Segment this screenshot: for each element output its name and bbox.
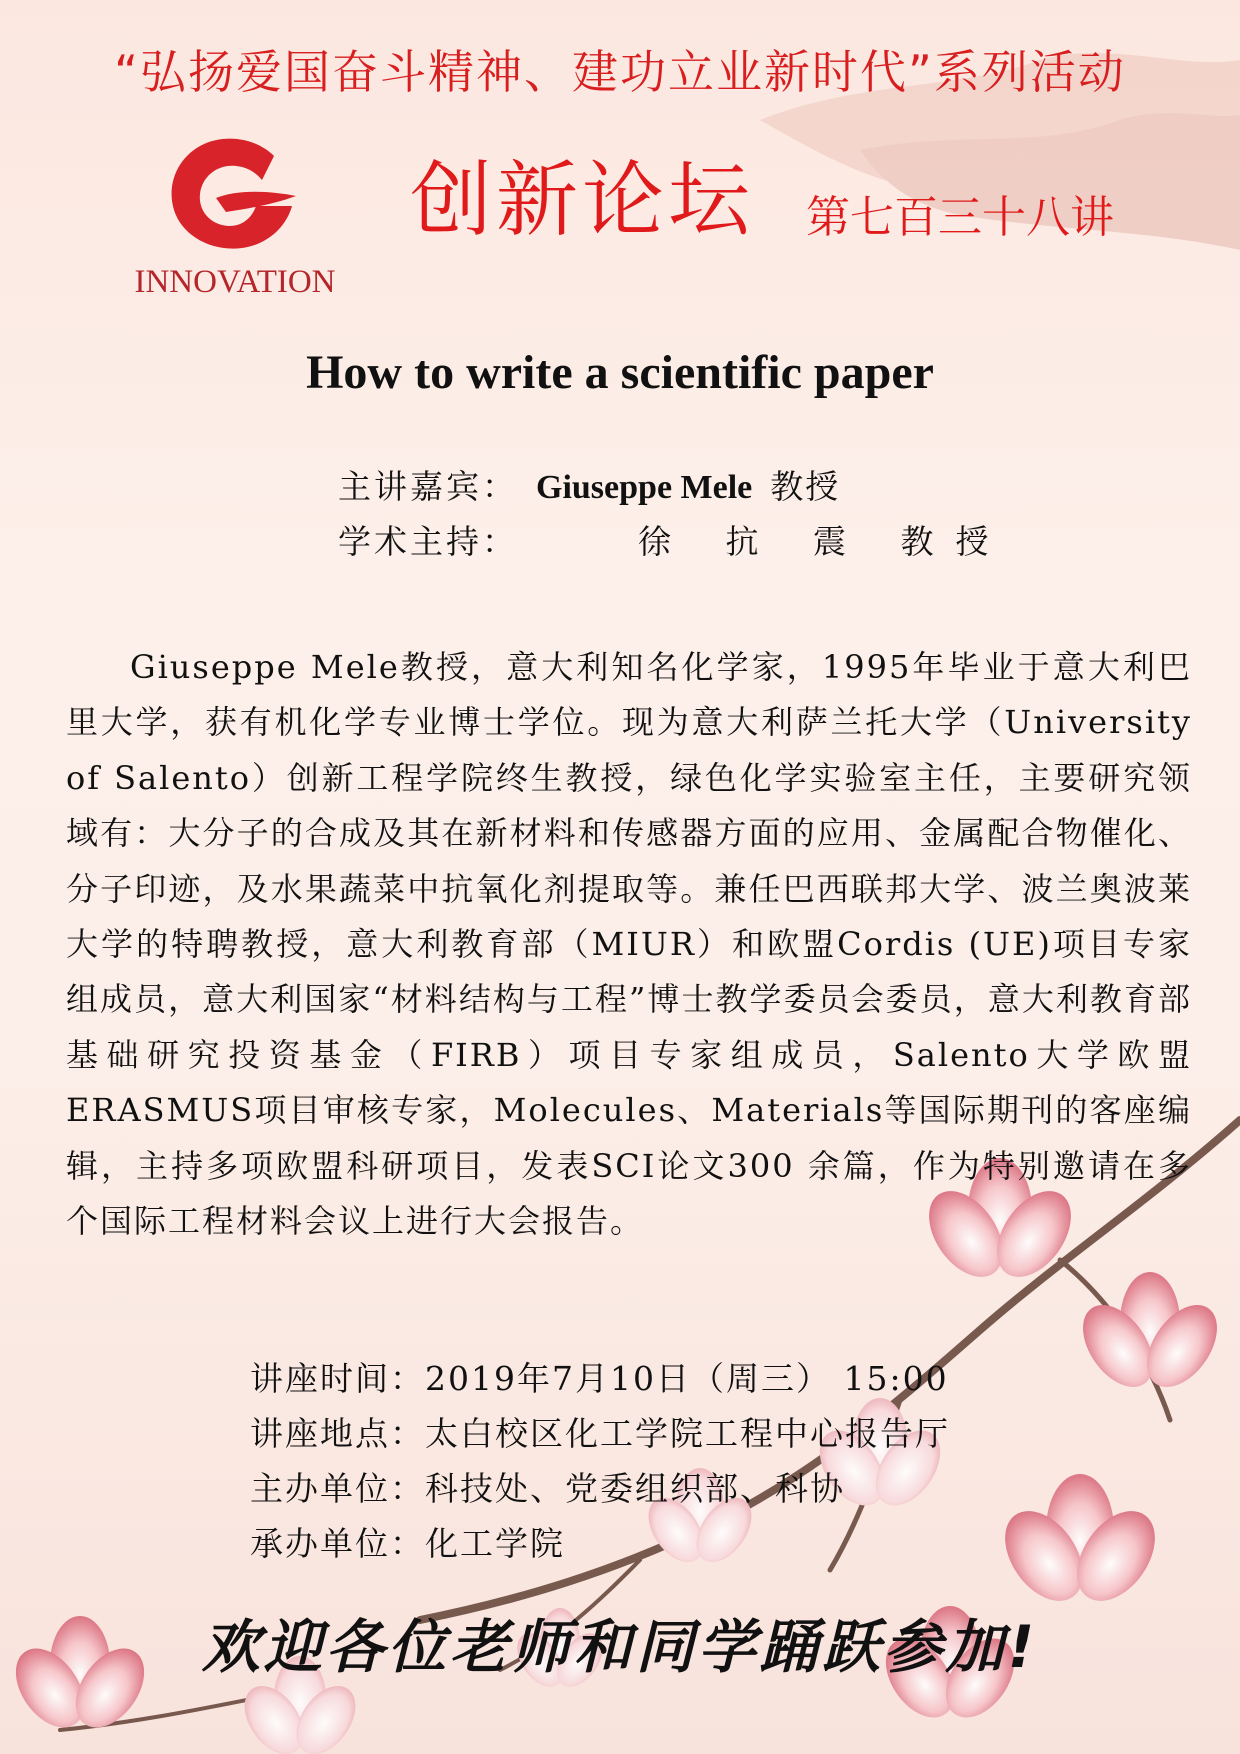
- lecture-location: 讲座地点：太白校区化工学院工程中心报告厅: [250, 1414, 950, 1453]
- organizer: 主办单位：科技处、党委组织部、科协: [250, 1469, 845, 1508]
- speaker-row: [338, 467, 841, 506]
- logo-text: INNOVATION: [134, 264, 336, 300]
- host-unit: 承办单位：化工学院: [250, 1524, 565, 1563]
- innovation-logo-icon: [156, 128, 316, 258]
- forum-title: 创新论坛: [410, 153, 755, 248]
- talk-title: How to write a scientific paper: [306, 346, 934, 399]
- host-title: 教授: [900, 522, 1011, 561]
- host-name: 徐 抗 震: [638, 522, 868, 561]
- speaker-name: Giuseppe Mele: [536, 469, 753, 506]
- lecture-number: 第七百三十八讲: [806, 192, 1114, 243]
- welcome-message: 欢迎各位老师和同学踊跃参加!: [201, 1613, 1039, 1681]
- lecture-time: 讲座时间：2019年7月10日（周三） 15:00: [250, 1359, 949, 1398]
- host-label: 学术主持：: [338, 522, 518, 561]
- speaker-title: 教授: [770, 467, 841, 506]
- innovation-logo: [120, 128, 350, 308]
- host-name-and-title: [638, 522, 1011, 561]
- speaker-bio: Giuseppe Mele教授，意大利知名化学家，1995年毕业于意大利巴里大学，获有机化学专业博士学位。现为意大利萨兰托大学（University of Salento）创新工程学院终生教授，绿色化学实验室主任，主要研究领域有：大分子的合成及其在新材料和传感器方面的应用、金属配合物催化、分子印迹，及水果蔬菜中抗氧化剂提取等。兼任巴西联邦大学、波兰奥波莱大学的特聘教授，意大利教育部（MIUR）和欧盟Cordis (UE)项目专家组成员，意大利国家“材料结构与工程”博士教学委员会委员，意大利教育部基础研究投资基金（FIRB）项目专家组成员，Salento大学欧盟ERASMUS项目审核专家，Molecules、Materials等国际期刊的客座编辑，主持多项欧盟科研项目，发表SCI论文300 余篇，作为特别邀请在多个国际工程材料会议上进行大会报告。: [66, 648, 1192, 1241]
- host-row: [338, 522, 1011, 561]
- series-title: “弘扬爱国奋斗精神、建功立业新时代”系列活动: [114, 45, 1126, 99]
- speaker-label: 主讲嘉宾：: [338, 467, 518, 506]
